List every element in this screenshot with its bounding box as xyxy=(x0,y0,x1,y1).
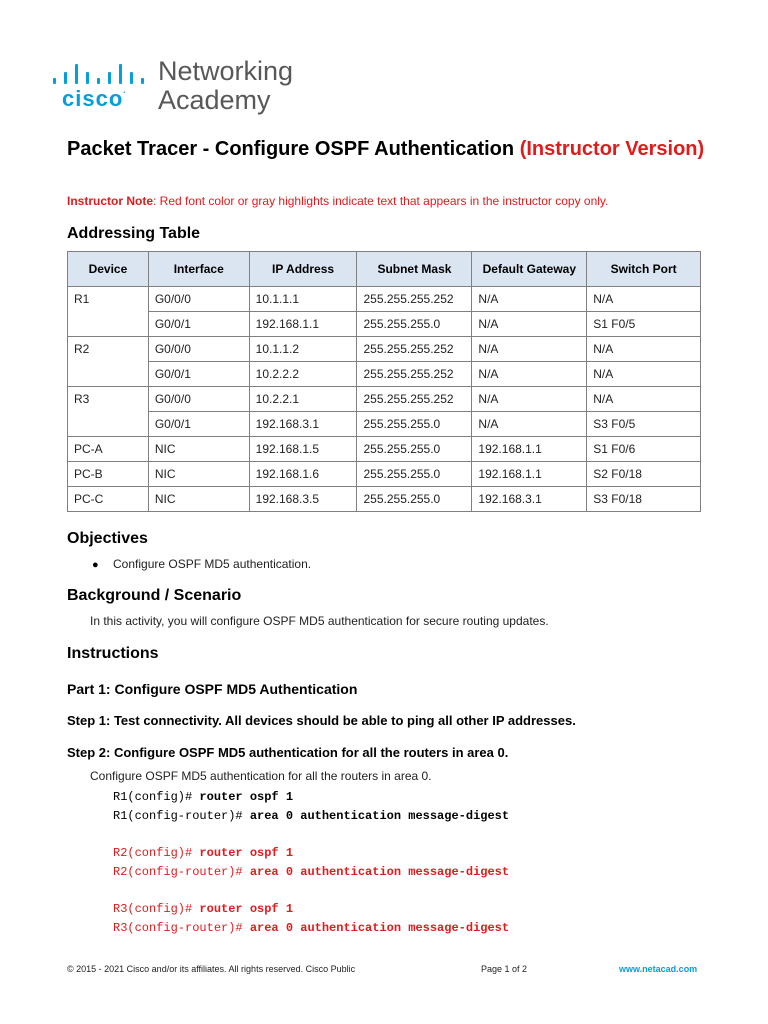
page-title: Packet Tracer - Configure OSPF Authentication (Instructor Version) xyxy=(67,138,705,160)
cisco-bars-icon xyxy=(53,60,149,84)
step2-heading: Step 2: Configure OSPF MD5 authentication for all the routers in area 0. xyxy=(67,745,509,760)
cisco-wordmark: cisco. xyxy=(62,86,127,111)
code-line: R2(config)# router ospf 1 xyxy=(113,846,294,860)
table-cell: 255.255.255.0 xyxy=(357,462,472,487)
table-row xyxy=(68,487,701,512)
table-cell: 255.255.255.252 xyxy=(357,287,472,312)
bullet-icon: ● xyxy=(92,559,99,571)
table-row xyxy=(68,412,701,437)
table-cell: NIC xyxy=(148,487,249,512)
table-row xyxy=(68,462,701,487)
table-cell: 10.2.2.1 xyxy=(249,387,357,412)
table-cell: PC-A xyxy=(68,437,149,462)
part1-heading: Part 1: Configure OSPF MD5 Authentication xyxy=(67,681,358,697)
column-header: IP Address xyxy=(249,252,357,287)
instructor-note: Instructor Note: Red font color or gray highlights indicate text that appears in the instructor copy only. xyxy=(67,194,609,208)
code-line: R3(config-router)# area 0 authentication message-digest xyxy=(113,921,510,935)
addressing-table-heading: Addressing Table xyxy=(67,225,201,242)
footer-copyright: © 2015 - 2021 Cisco and/or its affiliates. All rights reserved. Cisco Public xyxy=(67,964,356,974)
table-cell: G0/0/1 xyxy=(148,312,249,337)
objectives-heading: Objectives xyxy=(67,530,148,547)
table-cell: S1 F0/6 xyxy=(587,437,701,462)
table-cell: R3 xyxy=(68,387,149,412)
table-row xyxy=(68,337,701,362)
instructions-heading: Instructions xyxy=(67,645,159,662)
table-cell: G0/0/1 xyxy=(148,362,249,387)
table-cell: 192.168.1.1 xyxy=(249,312,357,337)
table-cell: NIC xyxy=(148,462,249,487)
table-cell: S3 F0/5 xyxy=(587,412,701,437)
table-cell: 255.255.255.252 xyxy=(357,362,472,387)
table-cell: 255.255.255.252 xyxy=(357,387,472,412)
table-cell: N/A xyxy=(587,387,701,412)
column-header: Interface xyxy=(148,252,249,287)
column-header: Switch Port xyxy=(587,252,701,287)
table-row xyxy=(68,362,701,387)
table-cell: 10.2.2.2 xyxy=(249,362,357,387)
table-row xyxy=(68,287,701,312)
background-heading: Background / Scenario xyxy=(67,587,242,604)
code-line: R1(config)# router ospf 1 xyxy=(113,790,294,804)
table-cell xyxy=(68,412,149,437)
table-cell: R2 xyxy=(68,337,149,362)
column-header: Device xyxy=(68,252,149,287)
table-cell: N/A xyxy=(587,337,701,362)
code-line: R2(config-router)# area 0 authentication message-digest xyxy=(113,865,510,879)
table-cell: NIC xyxy=(148,437,249,462)
instructor-version-label: (Instructor Version) xyxy=(519,138,705,160)
table-cell: G0/0/0 xyxy=(148,387,249,412)
table-cell: G0/0/0 xyxy=(148,287,249,312)
table-cell: 192.168.1.6 xyxy=(249,462,357,487)
table-cell: S2 F0/18 xyxy=(587,462,701,487)
table-cell: G0/0/0 xyxy=(148,337,249,362)
table-cell: S3 F0/18 xyxy=(587,487,701,512)
cisco-networking-academy-logo xyxy=(53,58,313,118)
table-cell: 255.255.255.252 xyxy=(357,337,472,362)
table-cell: N/A xyxy=(472,312,587,337)
table-cell: PC-B xyxy=(68,462,149,487)
table-cell: 192.168.1.5 xyxy=(249,437,357,462)
code-line: R3(config)# router ospf 1 xyxy=(113,902,294,916)
code-line: R1(config-router)# area 0 authentication message-digest xyxy=(113,809,510,823)
table-cell: 255.255.255.0 xyxy=(357,487,472,512)
table-cell: PC-C xyxy=(68,487,149,512)
table-cell xyxy=(68,362,149,387)
column-header: Subnet Mask xyxy=(357,252,472,287)
table-cell: N/A xyxy=(472,412,587,437)
table-cell: 10.1.1.1 xyxy=(249,287,357,312)
table-cell: 192.168.1.1 xyxy=(472,462,587,487)
background-text: In this activity, you will configure OSPF MD5 authentication for secure routing updates. xyxy=(90,614,549,628)
table-cell: R1 xyxy=(68,287,149,312)
table-cell: N/A xyxy=(587,362,701,387)
table-cell: N/A xyxy=(472,337,587,362)
table-row xyxy=(68,387,701,412)
table-cell: S1 F0/5 xyxy=(587,312,701,337)
table-cell: N/A xyxy=(472,387,587,412)
table-cell: 255.255.255.0 xyxy=(357,412,472,437)
table-cell: 255.255.255.0 xyxy=(357,312,472,337)
table-row xyxy=(68,437,701,462)
table-cell: G0/0/1 xyxy=(148,412,249,437)
table-cell: 192.168.3.1 xyxy=(249,412,357,437)
logo-academy-text: Academy xyxy=(158,85,271,115)
footer-page-number: Page 1 of 2 xyxy=(481,964,528,974)
logo-networking-text: Networking xyxy=(158,56,294,86)
table-cell: N/A xyxy=(472,287,587,312)
table-row xyxy=(68,312,701,337)
table-cell: 10.1.1.2 xyxy=(249,337,357,362)
step1-heading: Step 1: Test connectivity. All devices should be able to ping all other IP addresses. xyxy=(67,713,576,728)
table-cell xyxy=(68,312,149,337)
table-cell: 192.168.3.5 xyxy=(249,487,357,512)
step2-description: Configure OSPF MD5 authentication for all the routers in area 0. xyxy=(90,769,432,783)
table-header-row xyxy=(68,252,701,287)
table-cell: 192.168.1.1 xyxy=(472,437,587,462)
table-cell: 255.255.255.0 xyxy=(357,437,472,462)
column-header: Default Gateway xyxy=(472,252,587,287)
table-cell: N/A xyxy=(587,287,701,312)
table-cell: 192.168.3.1 xyxy=(472,487,587,512)
footer-url-link[interactable]: www.netacad.com xyxy=(619,964,698,974)
table-cell: N/A xyxy=(472,362,587,387)
addressing-table xyxy=(67,251,701,512)
list-item: Configure OSPF MD5 authentication. xyxy=(113,557,312,571)
